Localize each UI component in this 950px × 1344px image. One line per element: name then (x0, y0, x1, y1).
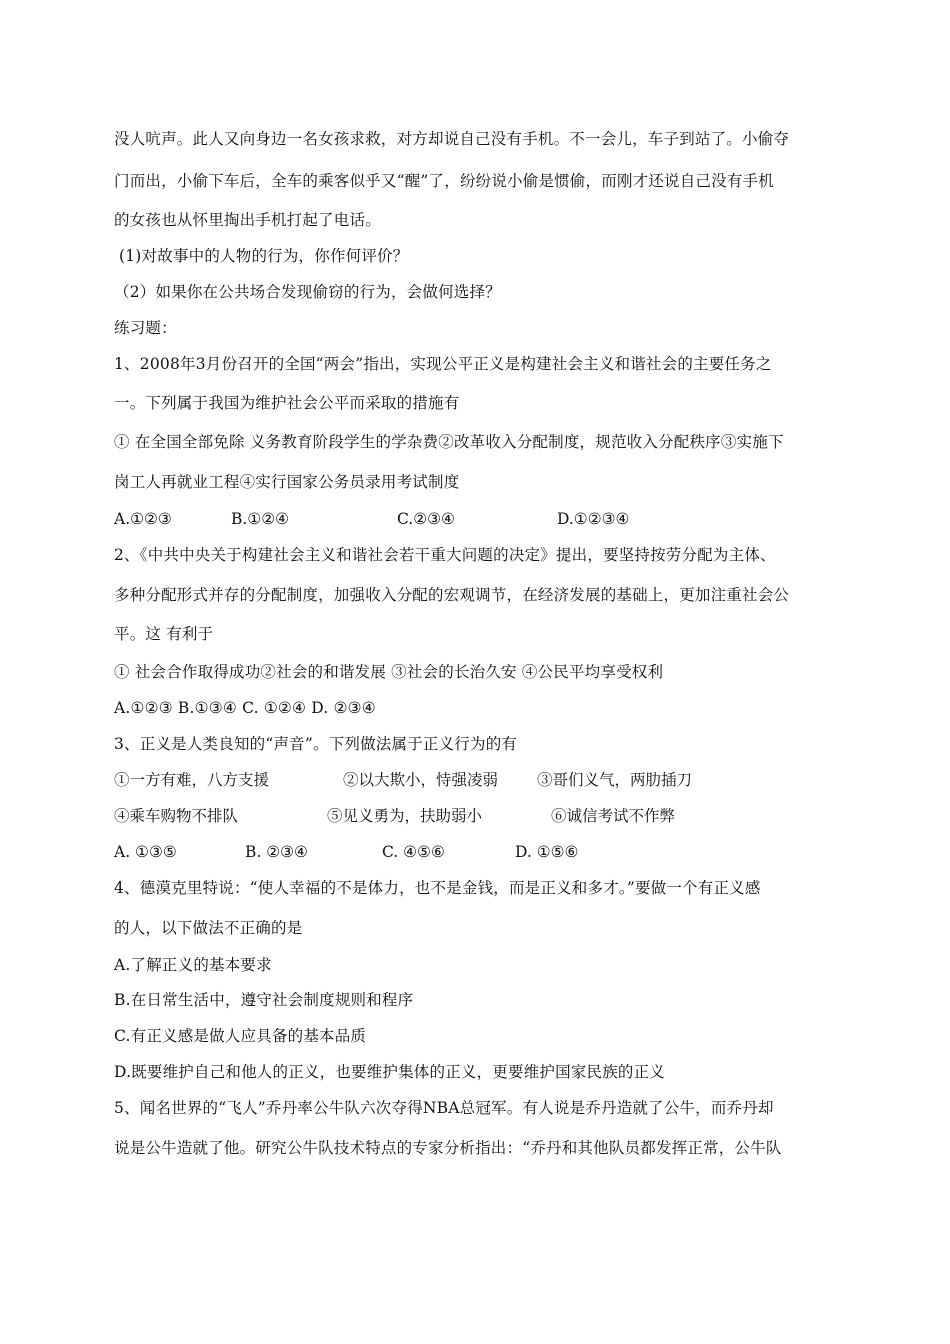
q2-options: A.①②③ B.①③④ C. ①②④ D. ②③④ (114, 699, 376, 717)
q4-line: 4、德漠克里特说：“使人幸福的不是体力，也不是金钱，而是正义和多才。”要做一个有正义感 (114, 879, 761, 897)
story-line: 没人吭声。此人又向身边一名女孩求救，对方却说自己没有手机。不一会儿，车子到站了。小偷夺 (114, 130, 790, 148)
q1-option-b: B.①②④ (231, 510, 290, 528)
q3-item: ⑤见义勇为，扶助弱小 (327, 807, 483, 825)
q3-item: ③哥们义气，两肋插刀 (537, 771, 693, 789)
q2-line: 多种分配形式并存的分配制度，加强收入分配的宏观调节，在经济发展的基础上，更加注重社会公 (114, 586, 790, 604)
q4-line: 的人，以下做法不正确的是 (114, 919, 303, 937)
q3-option-a: A. ①③⑤ (114, 843, 177, 861)
q1-option-d: D.①②③④ (557, 510, 630, 528)
exercise-heading: 练习题： (114, 319, 177, 337)
q4-option-c: C.有正义感是做人应具备的基本品质 (114, 1027, 367, 1045)
q2-line: 平。这 有利于 (114, 625, 214, 643)
q3-item: ②以大欺小，恃强凌弱 (343, 771, 499, 789)
q4-option-d: D.既要维护自己和他人的正义，也要维护集体的正义，更要维护国家民族的正义 (114, 1063, 666, 1081)
q2-line: 2、《中共中央关于构建社会主义和谐社会若干重大问题的决定》提出，要坚持按劳分配为主体、 (114, 546, 776, 564)
story-line: 的女孩也从怀里掏出手机打起了电话。 (114, 211, 381, 229)
q3-item: ①一方有难，八方支援 (114, 771, 270, 789)
story-question-1: (1)对故事中的人物的行为，你作何评价？ (119, 247, 409, 265)
q3-option-d: D. ①⑤⑥ (515, 843, 579, 861)
q2-line: ① 社会合作取得成功②社会的和谐发展 ③社会的长治久安 ④公民平均享受权利 (114, 663, 664, 681)
q3-stem: 3、正义是人类良知的“声音”。下列做法属于正义行为的有 (114, 735, 518, 753)
q1-option-c: C.②③④ (397, 510, 455, 528)
q5-line: 说是公牛造就了他。研究公牛队技术特点的专家分析指出：“乔丹和其他队员都发挥正常，公牛队 (114, 1139, 782, 1157)
story-question-2: （2）如果你在公共场合发现偷窃的行为，会做何选择？ (114, 283, 501, 301)
q4-option-a: A.了解正义的基本要求 (114, 956, 272, 974)
q1-line: 一。下列属于我国为维护社会公平而采取的措施有 (114, 394, 460, 412)
q3-option-c: C. ④⑤⑥ (382, 843, 445, 861)
q1-line: 岗工人再就业工程④实行国家公务员录用考试制度 (114, 473, 460, 491)
q4-option-b: B.在日常生活中，遵守社会制度规则和程序 (114, 991, 414, 1009)
q1-option-a: A.①②③ (114, 510, 172, 528)
q3-item: ④乘车购物不排队 (114, 807, 239, 825)
q3-item: ⑥诚信考试不作弊 (551, 807, 676, 825)
q1-line: ① 在全国全部免除 义务教育阶段学生的学杂费②改革收入分配制度，规范收入分配秩序③实施下 (114, 433, 784, 451)
q5-line: 5、闻名世界的“飞人”乔丹率公牛队六次夺得NBA总冠军。有人说是乔丹造就了公牛，而乔丹却 (114, 1099, 774, 1117)
story-line: 门而出，小偷下车后，全车的乘客似乎又“醒”了，纷纷说小偷是惯偷，而刚才还说自己没有手机 (114, 172, 774, 190)
q3-option-b: B. ②③④ (245, 843, 308, 861)
q1-line: 1、2008年3月份召开的全国“两会”指出，实现公平正义是构建社会主义和谐社会的主要任务之 (114, 355, 772, 373)
